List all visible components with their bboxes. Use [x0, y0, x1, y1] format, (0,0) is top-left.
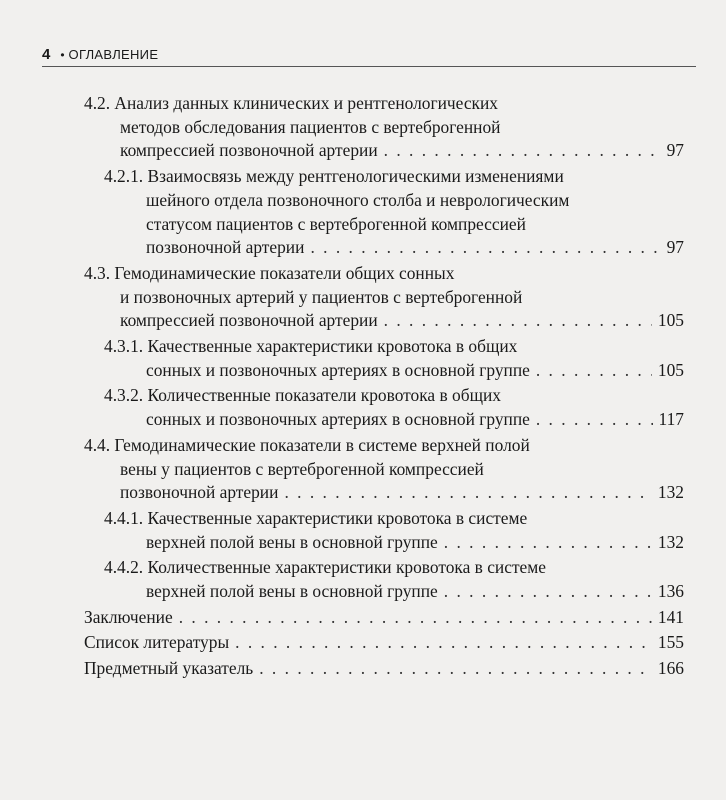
toc-entry-line: 4.4.2. Количественные характеристики кровотока в системе [104, 557, 546, 578]
toc-entry-line: 4.3. Гемодинамические показатели общих сонных [84, 262, 455, 283]
toc-entry[interactable] [84, 262, 684, 333]
toc-entry-line: 4.4. Гемодинамические показатели в системе верхней полой [84, 434, 530, 455]
dot-leader [235, 631, 652, 655]
toc-page-number: 155 [657, 632, 684, 653]
dot-leader [384, 139, 661, 163]
toc-entry-line: Предметный указатель [84, 658, 254, 679]
toc-entry-line: позвоночной артерии [146, 237, 305, 258]
toc-page-number: 166 [657, 658, 684, 679]
table-of-contents [84, 92, 684, 683]
toc-page-number: 105 [657, 310, 684, 331]
header-rule [42, 66, 696, 67]
dot-leader [179, 606, 652, 630]
toc-entry[interactable] [104, 384, 684, 431]
toc-entry-line: вены у пациентов с вертеброгенной компрессией [120, 458, 484, 479]
toc-entry-line: 4.2. Анализ данных клинических и рентгенологических [84, 93, 498, 113]
toc-entry-line: 4.3.1. Качественные характеристики кровотока в общих [104, 336, 518, 357]
dot-leader [536, 408, 653, 432]
toc-entry[interactable] [84, 631, 684, 655]
toc-entry-line: 4.2.1. Взаимосвязь между рентгенологическими изменениями [104, 166, 564, 187]
toc-entry-line: шейного отдела позвоночного столба и неврологическим [146, 189, 570, 210]
dot-leader [384, 309, 652, 333]
toc-entry[interactable] [104, 165, 684, 260]
toc-entry-line: методов обследования пациентов с вертеброгенной [120, 116, 501, 137]
toc-entry-line: верхней полой вены в основной группе [146, 531, 438, 552]
toc-entry-line: Заключение [84, 606, 173, 627]
toc-entry-line: Список литературы [84, 632, 230, 653]
toc-entry-line: статусом пациентов с вертеброгенной компрессией [146, 213, 526, 234]
toc-entry[interactable] [84, 657, 684, 681]
running-header [42, 46, 158, 63]
toc-entry-line: компрессией позвоночной артерии [120, 140, 378, 161]
toc-page-number: 136 [657, 581, 684, 602]
toc-entry-line: верхней полой вены в основной группе [146, 581, 438, 602]
toc-page-number: 141 [657, 606, 684, 627]
dot-leader [444, 580, 652, 604]
toc-entry[interactable] [84, 606, 684, 630]
toc-entry[interactable] [84, 434, 684, 505]
toc-page-number: 132 [657, 482, 684, 503]
toc-entry-line: 4.4.1. Качественные характеристики кровотока в системе [104, 507, 528, 528]
section-title: ОГЛАВЛЕНИЕ [68, 47, 159, 62]
dot-leader [444, 531, 652, 555]
toc-page-number: 105 [657, 359, 684, 380]
toc-entry[interactable] [104, 335, 684, 382]
toc-entry-line: позвоночной артерии [120, 482, 279, 503]
bullet-icon: • [60, 48, 65, 62]
toc-page-number: 97 [666, 237, 684, 258]
toc-page-number: 97 [666, 140, 684, 161]
toc-page-number: 132 [657, 531, 684, 552]
toc-page-number: 117 [658, 409, 684, 430]
dot-leader [310, 236, 660, 260]
toc-entry-line: и позвоночных артерий у пациентов с вертеброгенной [120, 286, 523, 307]
dot-leader [284, 481, 651, 505]
toc-entry-line: 4.3.2. Количественные показатели кровотока в общих [104, 385, 501, 406]
dot-leader [536, 359, 652, 383]
toc-entry-line: компрессией позвоночной артерии [120, 310, 378, 331]
toc-entry-line: сонных и позвоночных артериях в основной группе [146, 359, 530, 380]
page-number: 4 [42, 46, 51, 63]
toc-entry-line: сонных и позвоночных артериях в основной группе [146, 409, 530, 430]
dot-leader [259, 657, 652, 681]
toc-entry[interactable] [104, 556, 684, 603]
toc-entry[interactable] [84, 92, 684, 163]
toc-entry[interactable] [104, 507, 684, 554]
